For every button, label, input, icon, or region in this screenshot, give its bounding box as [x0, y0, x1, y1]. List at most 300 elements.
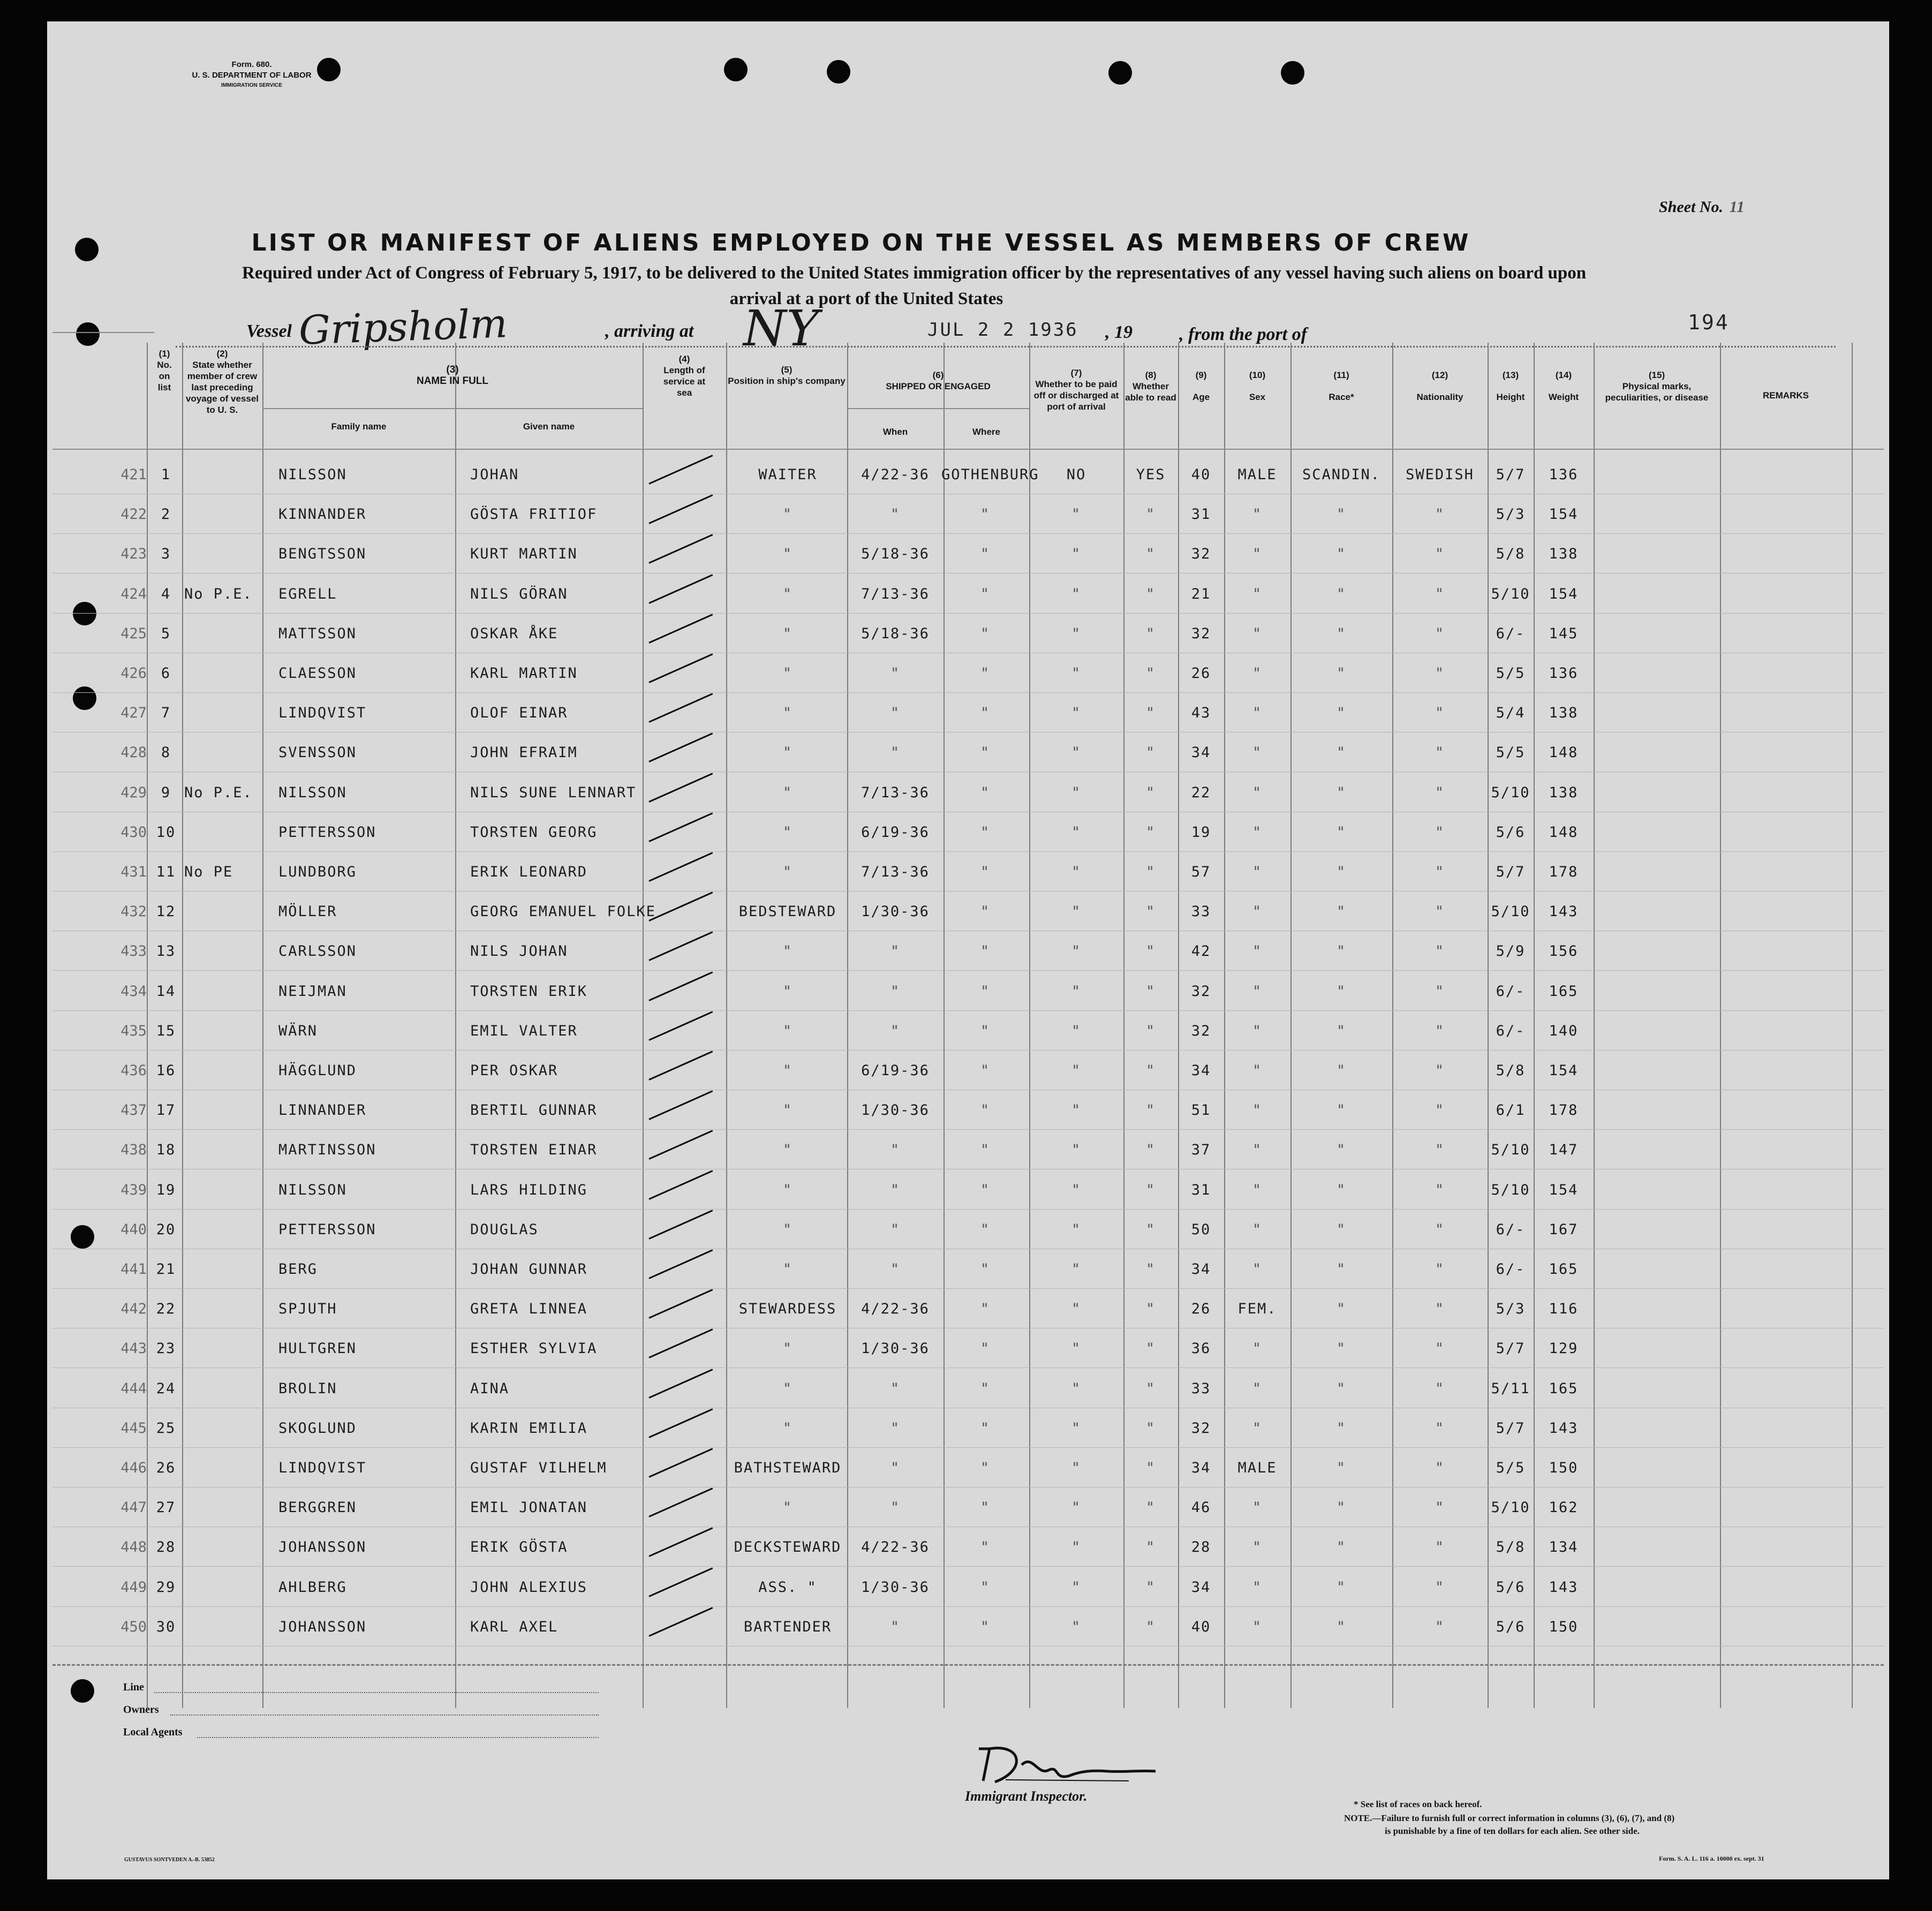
cell-paid: ": [1071, 1499, 1082, 1516]
cell-where: ": [980, 1419, 991, 1437]
cell-race: ": [1336, 1380, 1347, 1397]
cell-height: 5/7: [1496, 466, 1526, 483]
cell-given: KURT MARTIN: [470, 546, 578, 563]
cell-age: 34: [1191, 1261, 1211, 1278]
cell-sex: ": [1252, 506, 1263, 523]
cell-age: 28: [1191, 1539, 1211, 1556]
cell-given: TORSTEN GEORG: [470, 824, 598, 841]
cell-no: 9: [161, 784, 171, 801]
cell-paid: ": [1071, 1419, 1082, 1437]
cell-no: 15: [156, 1022, 176, 1039]
cell-where: ": [980, 1380, 991, 1397]
cell-age: 37: [1191, 1142, 1211, 1159]
row-rule: [52, 1209, 1884, 1210]
cell-height: 5/11: [1491, 1380, 1530, 1397]
cell-race: ": [1336, 784, 1347, 801]
cell-given: GRETA LINNEA: [470, 1301, 588, 1318]
cell-race: ": [1336, 585, 1347, 602]
table-row: [47, 813, 1889, 852]
cell-sex: ": [1252, 1340, 1263, 1357]
cell-sex: ": [1252, 585, 1263, 602]
subheader-rule: [262, 408, 643, 409]
col2-header: (2) State whether member of crew last preceding voyage of vessel to U. S.: [185, 349, 259, 415]
cell-nat: ": [1435, 943, 1445, 960]
cell-height: 5/7: [1496, 864, 1526, 880]
cell-no: 17: [156, 1102, 176, 1119]
table-row: [47, 1409, 1889, 1448]
cell-when: ": [890, 744, 901, 761]
cell-when: ": [890, 1221, 901, 1238]
cell-when: 4/22-36: [861, 1301, 930, 1318]
cell-height: 6/-: [1496, 1022, 1526, 1039]
cell-when: 7/13-36: [861, 585, 930, 602]
cell-prev: [184, 1289, 265, 1329]
check-stroke: [648, 773, 713, 803]
cell-position: ASS. ": [758, 1578, 817, 1596]
table-row: [47, 1011, 1889, 1051]
cell-when: ": [890, 1142, 901, 1159]
cell-paid: ": [1071, 1340, 1082, 1357]
check-stroke: [648, 1487, 713, 1517]
cell-read: ": [1145, 1102, 1156, 1119]
local-agents-label: Local Agents: [123, 1726, 183, 1738]
row-rule: [52, 1447, 1884, 1448]
cell-family: PETTERSSON: [278, 824, 376, 841]
cell-nat: SWEDISH: [1406, 466, 1474, 483]
cell-age: 42: [1191, 943, 1211, 960]
row-rule: [52, 1010, 1884, 1011]
cell-when: 6/19-36: [861, 1062, 930, 1079]
cell-prev: [184, 1448, 265, 1488]
owners-field: [170, 1714, 599, 1716]
cell-where: ": [980, 1062, 991, 1079]
cell-family: LINDQVIST: [278, 1460, 367, 1476]
cell-paid: ": [1071, 1062, 1082, 1079]
cell-read: ": [1145, 1301, 1156, 1318]
cell-age: 46: [1191, 1499, 1211, 1516]
cell-height: 5/10: [1491, 1142, 1530, 1159]
cell-weight: 143: [1549, 1419, 1579, 1437]
header-rule: [52, 449, 1884, 450]
cell-read: ": [1145, 665, 1156, 682]
stamp-number: 194: [1688, 311, 1730, 334]
races-note: * See list of races on back hereof.: [1354, 1799, 1482, 1809]
table-row: [47, 892, 1889, 932]
cell-position: ": [782, 506, 793, 523]
cell-prev: [184, 614, 265, 654]
cell-nat: ": [1435, 784, 1445, 801]
cell-family: BERGGREN: [278, 1499, 357, 1516]
table-row: [47, 1051, 1889, 1091]
vessel-name: Gripsholm: [298, 300, 508, 354]
cell-prev: [184, 654, 265, 693]
vessel-underline: [176, 346, 1836, 348]
cell-prev: [184, 1051, 265, 1091]
cell-family: CLAESSON: [278, 665, 357, 682]
cell-read: ": [1145, 1022, 1156, 1039]
check-stroke: [648, 455, 713, 485]
cell-family: CARLSSON: [278, 943, 357, 960]
cell-no: 13: [156, 943, 176, 960]
cell-position: ": [782, 744, 793, 761]
cell-weight: 136: [1549, 466, 1579, 483]
cell-paid: ": [1071, 1022, 1082, 1039]
cell-position: ": [782, 1022, 793, 1039]
cell-sex: ": [1252, 546, 1263, 563]
cell-position: ": [782, 1261, 793, 1278]
check-stroke: [648, 892, 713, 921]
cell-when: 1/30-36: [861, 903, 930, 920]
cell-race: ": [1336, 1221, 1347, 1238]
table-row: [47, 972, 1889, 1011]
cell-where: ": [980, 1022, 991, 1039]
cell-nat: ": [1435, 864, 1445, 880]
cell-prev: [184, 1011, 265, 1051]
table-row: [47, 852, 1889, 892]
cell-family: KINNANDER: [278, 506, 367, 523]
cell-family: MATTSSON: [278, 625, 357, 642]
cell-prev: No P.E.: [184, 585, 253, 602]
col8-header: (8) Whether able to read: [1125, 370, 1176, 403]
cell-position: ": [782, 1499, 793, 1516]
check-stroke: [648, 1210, 713, 1240]
footer-rule: [52, 1664, 1884, 1666]
cell-no: 2: [161, 506, 171, 523]
cell-when: ": [890, 1419, 901, 1437]
cell-no: 22: [156, 1301, 176, 1318]
cell-where: ": [980, 1221, 991, 1238]
remarks-header: REMARKS: [1763, 390, 1809, 401]
punch-hole: [1281, 61, 1304, 85]
cell-sex: MALE: [1237, 1460, 1277, 1476]
row-rule: [52, 1606, 1884, 1607]
cell-read: ": [1145, 983, 1156, 1000]
col3-family-header: Family name: [331, 421, 387, 432]
cell-height: 5/9: [1496, 943, 1526, 960]
cell-family: NEIJMAN: [278, 983, 347, 1000]
cell-family: SPJUTH: [278, 1301, 337, 1318]
punch-hole: [1108, 61, 1132, 85]
cell-line: 443: [120, 1340, 147, 1357]
cell-nat: ": [1435, 1380, 1445, 1397]
cell-paid: ": [1071, 665, 1082, 682]
cell-height: 6/-: [1496, 1261, 1526, 1278]
check-stroke: [648, 1369, 713, 1399]
cell-paid: ": [1071, 744, 1082, 761]
check-stroke: [648, 1051, 713, 1081]
cell-age: 40: [1191, 466, 1211, 483]
cell-read: ": [1145, 864, 1156, 880]
cell-position: ": [782, 1380, 793, 1397]
cell-line: 447: [120, 1499, 147, 1516]
cell-nat: ": [1435, 824, 1445, 841]
cell-paid: ": [1071, 864, 1082, 880]
cell-where: ": [980, 665, 991, 682]
row-rule: [52, 970, 1884, 971]
cell-when: 5/18-36: [861, 546, 930, 563]
cell-when: 5/18-36: [861, 625, 930, 642]
cell-read: ": [1145, 943, 1156, 960]
cell-no: 1: [161, 466, 171, 483]
cell-weight: 156: [1549, 943, 1579, 960]
cell-line: 449: [120, 1578, 147, 1596]
cell-family: HÄGGLUND: [278, 1062, 357, 1079]
cell-age: 33: [1191, 1380, 1211, 1397]
cell-no: 4: [161, 585, 171, 602]
cell-paid: ": [1071, 824, 1082, 841]
cell-where: GOTHENBURG: [941, 466, 1039, 483]
cell-position: ": [782, 546, 793, 563]
cell-paid: ": [1071, 1102, 1082, 1119]
cell-nat: ": [1435, 1578, 1445, 1596]
cell-nat: ": [1435, 903, 1445, 920]
cell-given: TORSTEN ERIK: [470, 983, 588, 1000]
cell-paid: ": [1071, 705, 1082, 722]
cell-read: ": [1145, 1380, 1156, 1397]
cell-line: 448: [120, 1539, 147, 1556]
cell-height: 5/10: [1491, 903, 1530, 920]
cell-sex: ": [1252, 744, 1263, 761]
cell-given: LARS HILDING: [470, 1181, 588, 1198]
table-row: [47, 654, 1889, 693]
cell-where: ": [980, 1578, 991, 1596]
cell-line: 430: [120, 824, 147, 841]
cell-no: 12: [156, 903, 176, 920]
row-rule: [52, 533, 1884, 534]
col12-header: (12) Nationality: [1416, 370, 1463, 402]
cell-age: 32: [1191, 1022, 1211, 1039]
cell-weight: 138: [1549, 546, 1579, 563]
cell-no: 14: [156, 983, 176, 1000]
cell-sex: ": [1252, 864, 1263, 880]
check-stroke: [648, 733, 713, 763]
cell-family: PETTERSSON: [278, 1221, 376, 1238]
cell-sex: FEM.: [1237, 1301, 1277, 1318]
cell-no: 8: [161, 744, 171, 761]
cell-read: ": [1145, 903, 1156, 920]
check-stroke: [648, 1329, 713, 1359]
col5-header: (5) Position in ship's company: [728, 365, 846, 386]
row-rule: [52, 613, 1884, 614]
cell-no: 25: [156, 1419, 176, 1437]
cell-prev: [184, 932, 265, 971]
cell-read: ": [1145, 625, 1156, 642]
cell-age: 22: [1191, 784, 1211, 801]
table-row: [47, 1289, 1889, 1329]
cell-line: 444: [120, 1380, 147, 1397]
cell-height: 6/-: [1496, 1221, 1526, 1238]
cell-position: ": [782, 1102, 793, 1119]
cell-nat: ": [1435, 1340, 1445, 1357]
cell-when: ": [890, 506, 901, 523]
cell-where: ": [980, 983, 991, 1000]
vessel-label: Vessel: [246, 321, 292, 341]
row-rule: [52, 851, 1884, 852]
punch-hole: [76, 322, 100, 346]
cell-race: ": [1336, 1340, 1347, 1357]
cell-age: 33: [1191, 903, 1211, 920]
col10-header: (10) Sex: [1249, 370, 1266, 402]
cell-where: ": [980, 1340, 991, 1357]
cell-where: ": [980, 864, 991, 880]
cell-nat: ": [1435, 665, 1445, 682]
cell-sex: ": [1252, 1419, 1263, 1437]
cell-weight: 165: [1549, 1380, 1579, 1397]
cell-read: ": [1145, 1261, 1156, 1278]
cell-age: 50: [1191, 1221, 1211, 1238]
cell-position: ": [782, 784, 793, 801]
table-row: [47, 693, 1889, 733]
check-stroke: [648, 1170, 713, 1200]
cell-family: WÄRN: [278, 1022, 318, 1039]
cell-age: 26: [1191, 1301, 1211, 1318]
check-stroke: [648, 614, 713, 644]
cell-paid: NO: [1066, 466, 1086, 483]
cell-paid: ": [1071, 1460, 1082, 1476]
cell-position: ": [782, 864, 793, 880]
cell-nat: ": [1435, 1499, 1445, 1516]
cell-read: ": [1145, 1142, 1156, 1159]
cell-read: YES: [1136, 466, 1166, 483]
cell-when: 7/13-36: [861, 784, 930, 801]
cell-age: 32: [1191, 625, 1211, 642]
cell-race: ": [1336, 1419, 1347, 1437]
sheet-number-label: Sheet No. 11: [1659, 198, 1745, 216]
cell-no: 10: [156, 824, 176, 841]
cell-age: 19: [1191, 824, 1211, 841]
cell-height: 5/5: [1496, 1460, 1526, 1476]
line-field: [154, 1692, 599, 1693]
cell-family: SVENSSON: [278, 744, 357, 761]
cell-age: 26: [1191, 665, 1211, 682]
cell-line: 428: [120, 744, 147, 761]
cell-no: 26: [156, 1460, 176, 1476]
cell-when: 1/30-36: [861, 1102, 930, 1119]
cell-where: ": [980, 1102, 991, 1119]
col14-header: (14) Weight: [1548, 370, 1579, 402]
col3-header: (3) NAME IN FULL: [416, 364, 489, 387]
cell-race: SCANDIN.: [1302, 466, 1381, 483]
cell-sex: ": [1252, 1261, 1263, 1278]
cell-race: ": [1336, 665, 1347, 682]
cell-sex: ": [1252, 1142, 1263, 1159]
col9-header: (9) Age: [1192, 370, 1210, 402]
cell-given: JOHN EFRAIM: [470, 744, 578, 761]
cell-read: ": [1145, 1618, 1156, 1635]
form-number: Form. 680.: [231, 60, 272, 69]
check-stroke: [648, 852, 713, 882]
cell-read: ": [1145, 784, 1156, 801]
cell-prev: [184, 693, 265, 733]
cell-height: 5/10: [1491, 585, 1530, 602]
cell-position: BATHSTEWARD: [734, 1460, 842, 1476]
cell-prev: [184, 455, 265, 495]
table-row: [47, 1528, 1889, 1567]
cell-given: KARL AXEL: [470, 1618, 559, 1635]
table-row: [47, 614, 1889, 654]
cell-weight: 138: [1549, 705, 1579, 722]
cell-given: JOHAN GUNNAR: [470, 1261, 588, 1278]
cell-race: ": [1336, 625, 1347, 642]
check-stroke: [648, 1448, 713, 1478]
cell-line: 432: [120, 903, 147, 920]
cell-no: 11: [156, 864, 176, 880]
cell-when: ": [890, 1181, 901, 1198]
cell-no: 5: [161, 625, 171, 642]
cell-given: ERIK LEONARD: [470, 864, 588, 880]
cell-paid: ": [1071, 546, 1082, 563]
cell-line: 433: [120, 943, 147, 960]
cell-age: 51: [1191, 1102, 1211, 1119]
table-row: [47, 1091, 1889, 1130]
cell-weight: 140: [1549, 1022, 1579, 1039]
cell-position: BEDSTEWARD: [738, 903, 837, 920]
cell-prev: [184, 1170, 265, 1210]
cell-prev: [184, 972, 265, 1011]
cell-line: 442: [120, 1301, 147, 1318]
cell-line: 441: [120, 1261, 147, 1278]
cell-paid: ": [1071, 1142, 1082, 1159]
cell-given: ESTHER SYLVIA: [470, 1340, 598, 1357]
cell-paid: ": [1071, 784, 1082, 801]
cell-no: 30: [156, 1618, 176, 1635]
cell-sex: ": [1252, 1221, 1263, 1238]
cell-position: ": [782, 1142, 793, 1159]
cell-height: 5/10: [1491, 1181, 1530, 1198]
cell-prev: [184, 1130, 265, 1170]
cell-prev: [184, 1329, 265, 1369]
cell-sex: ": [1252, 665, 1263, 682]
cell-when: 1/30-36: [861, 1340, 930, 1357]
row-rule: [52, 1129, 1884, 1130]
cell-sex: ": [1252, 903, 1263, 920]
cell-race: ": [1336, 1181, 1347, 1198]
cell-race: ": [1336, 1062, 1347, 1079]
cell-prev: [184, 1250, 265, 1289]
cell-paid: ": [1071, 1261, 1082, 1278]
cell-family: JOHANSSON: [278, 1618, 367, 1635]
check-stroke: [648, 932, 713, 962]
check-stroke: [648, 1408, 713, 1438]
cell-read: ": [1145, 1419, 1156, 1437]
cell-where: ": [980, 1499, 991, 1516]
table-row: [47, 733, 1889, 773]
cell-read: ": [1145, 1499, 1156, 1516]
check-stroke: [648, 971, 713, 1001]
date-stamp: JUL 2 2 1936: [927, 319, 1078, 341]
cell-no: 28: [156, 1539, 176, 1556]
inspector-label: Immigrant Inspector.: [965, 1788, 1088, 1804]
cell-read: ": [1145, 1181, 1156, 1198]
cell-given: KARL MARTIN: [470, 665, 578, 682]
cell-height: 5/6: [1496, 1618, 1526, 1635]
arriving-port: NY: [743, 300, 819, 357]
cell-sex: ": [1252, 784, 1263, 801]
cell-nat: ": [1435, 705, 1445, 722]
cell-race: ": [1336, 1022, 1347, 1039]
cell-paid: ": [1071, 1380, 1082, 1397]
table-row: [47, 1170, 1889, 1210]
cell-where: ": [980, 625, 991, 642]
cell-height: 5/10: [1491, 784, 1530, 801]
cell-weight: 148: [1549, 744, 1579, 761]
cell-line: 426: [120, 665, 147, 682]
cell-given: NILS SUNE LENNART: [470, 784, 637, 801]
cell-family: MÖLLER: [278, 903, 337, 920]
cell-age: 36: [1191, 1340, 1211, 1357]
cell-prev: No PE: [184, 864, 233, 880]
cell-paid: ": [1071, 1181, 1082, 1198]
